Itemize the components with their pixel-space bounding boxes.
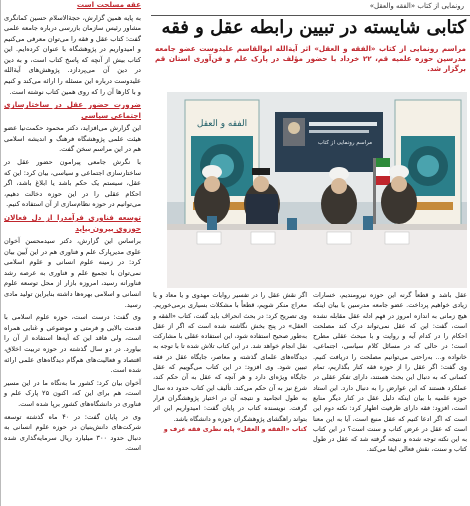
sidebar-paragraph: با نگرش جامعی پیرامون حضور عقل در ساختارسازی اجتماعی و سیاسی، بیان کرد: این که عقل، سیستم یک حکم باشد یا ابلاغ باشد، اگر احکام عقلی را در این حوزه دخالت دهیم، می‌توانیم در حوزه نظام‌سازی از آن استفاده کنیم. [4,158,141,209]
sidebar-paragraph: آخوان بیان کرد: کشور ما به‌نگاه ما در این مسیر است، هم برای این که، اکنون ۲۵ پارک علم و فناوری در دانشگاه‌های کشور برپا شده است. [4,378,141,408]
article-column [313,290,467,506]
stage-banner-text: مراسم رونمایی از کتاب [317,140,373,146]
sidebar-paragraph: براساس این گزارش، دکتر سید‌محسن آخوان علوی مدیرپارک علم و فناوری هم در این آیین بیان کرد: در زمینه علوم انسانی و علوم اسلامی نمی‌توان با تجمیع علم و فناوری به عرصه رشد فناورانه رسید، امروزه بازار از محل توسعه علوم انسانی و اسلامی بهره‌ها داشته بنابراین تولید مادی رسید. [4,237,141,309]
article-lead: مراسم رونمایی از کتاب «الفقه و العقل» اثر آیةالله ابوالقاسم علیدوست عضو جامعه مدرسین حوزه علمیه قم، ۲۲ خرداد با حضور مؤلف در پارک علم و فن‌آوری استان قم برگزار شد. [155,44,466,73]
sidebar-column [0,0,145,506]
sidebar-paragraph: این گزارش می‌افزاید، دکتر محمود حکمت‌نیا عضو هیئت علمی پژوهشگاه فرهنگ و اندیشه اسلامی هم در این مراسم سخن گفت. [4,124,141,154]
article-paragraph: اگر نقش عقل را در تفسیر روایات مهدوی و یا معاد و یا معراج منکر شویم، قطعاً با مشکلات بسیاری برمی‌خوریم. وی تصریح کرد: در بحث انحراف باید گفت، کتاب «الفقه و العقل» در پنج بخش نگاشته شده است که اگر از عقل به‌طور صحیح استفاده شود، این استفاده عقلی با مشارکت نقل انجام خواهد شد. در این کتاب تلاش شده تا با توجه به دیدگاه‌های علمای گذشته و معاصر، جایگاه عقل در فقه تبیین شود. وی افزود: در این کتاب می‌گوییم که عقل جایگاه ویژه‌ای دارد و هر آنچه که عقل به آن حکم کند، شرع نیز به آن حکم می‌کند. تألیف این کتاب حدود ده سال به طول انجامید و نتیجه آن در اختیار پژوهشگران قرار گرفت. نویسنده کتاب در پایان گفت: امیدواریم این اثر بتواند راهگشای پژوهشگران حوزه و دانشگاه باشد. [153,291,307,423]
article-kicker: رونمایی از کتاب «الفقه والعقل» [369,2,464,10]
divider [151,15,470,16]
article-highlight: کتاب «الفقه و العقل» پایه نظری فقه عرف و [163,424,307,433]
sidebar-paragraph: وی در پایان گفت: در ۴۰ ماه گذشته توسعه شرکت‌های دانش‌بنیان در حوزه علوم انسانی به دنبال حدود ۳۰۰ میلیارد ریال سرمایه‌گذاری شده است. [4,412,141,453]
poster-title-left: الفقه و العقل [196,119,248,129]
article-body [153,290,467,506]
article-title: کتابی شایسته در تبیین رابطه عقل و فقه [161,17,466,38]
sidebar-paragraph: وی گفت: درست است، حوزه علوم اسلامی با قدمت بالایی و فرمتی و موضوعی و غنایی همراه است، ولی فاقد این که آیه‌ها استفاده از آن را بیاورد. در دو سال گذشته در حوزه تربیت اخلاق، اقتصاد و فعالیت‌های هم‌گام دیدگاه‌های علمی ارائه شده است. [4,313,141,375]
event-photo [167,92,467,288]
main-article [151,0,470,506]
article-paragraph: عقل باشد و قطعاً گرنه این حوزه نیرومندیم، خسارات زیادی خواهیم پرداخت. عضو جامعه مدرسین با بیان اینکه هیچ زمانی به اندازه امروز در فهم ادله عقل مقابله نشده است، گفت: این که عقل نمی‌تواند درک کند مصلحت احکام را در کدام آیه و روایت و با مبحث عقلی مطرح است؛ در حالی که در مسائل کلام سیاسی، اجتماعی، خانواده و... به‌راحتی می‌توانیم مصلحت را دریافت کنیم. وی گفت: اگر عقل را از حوزه فقه کنار بگذاریم، تمام کسانی که به دنبال این بحث هستند، دارای تفکر عقلی در عملکرد هستند که این عوارض را به دنبال دارد. این استاد حوزه علمیه با بیان اینکه دلیل عقل در کنار دیگر منابع است، افزود: فقه دارای ظرفیت اظهار کرد: نکته دوم این است که اگر ادعا کنیم که عقل منبع است، آیا به این معنا است که عقل در عرض کتاب و سنت است؟ در این کتاب به این نکته توجه شده و نتیجه گرفته شد که عقل در طول کتاب و سنت، نقش فعالی ایفا می‌کند. [313,291,467,454]
sidebar-subheading: توسعه فناوری فرآمدرا از دل فعالان حوزوی بیرون بیاید [4,213,141,233]
sidebar-subheading: ضرورت حضور عقل در ساختارسازی اجتماعی سیاسی [4,100,141,120]
article-column [153,290,307,506]
sidebar-heading: عقه مسلحت است [76,0,141,9]
sidebar-paragraph: به پایه همین گزارش، حجةالاسلام حسین کمانگری مشاور رئیس سازمان بازرسی درباره جامعه علمی گفت: کتاب عقل و فقه را می‌توان معرفی می‌کنیم و امیدواریم در پژوهشگاه با عنوان کرده‌ایم. این کتاب بیش از آنچه که پاسخ کتاب است، و به دین در دین آن می‌پردازد. پژوهش‌های آیةالله علیدوست درباره این مسئله را ارائه می‌کند و کنیم و با کارها آن را که روی همین کتاب نوشته است. [4,13,141,96]
